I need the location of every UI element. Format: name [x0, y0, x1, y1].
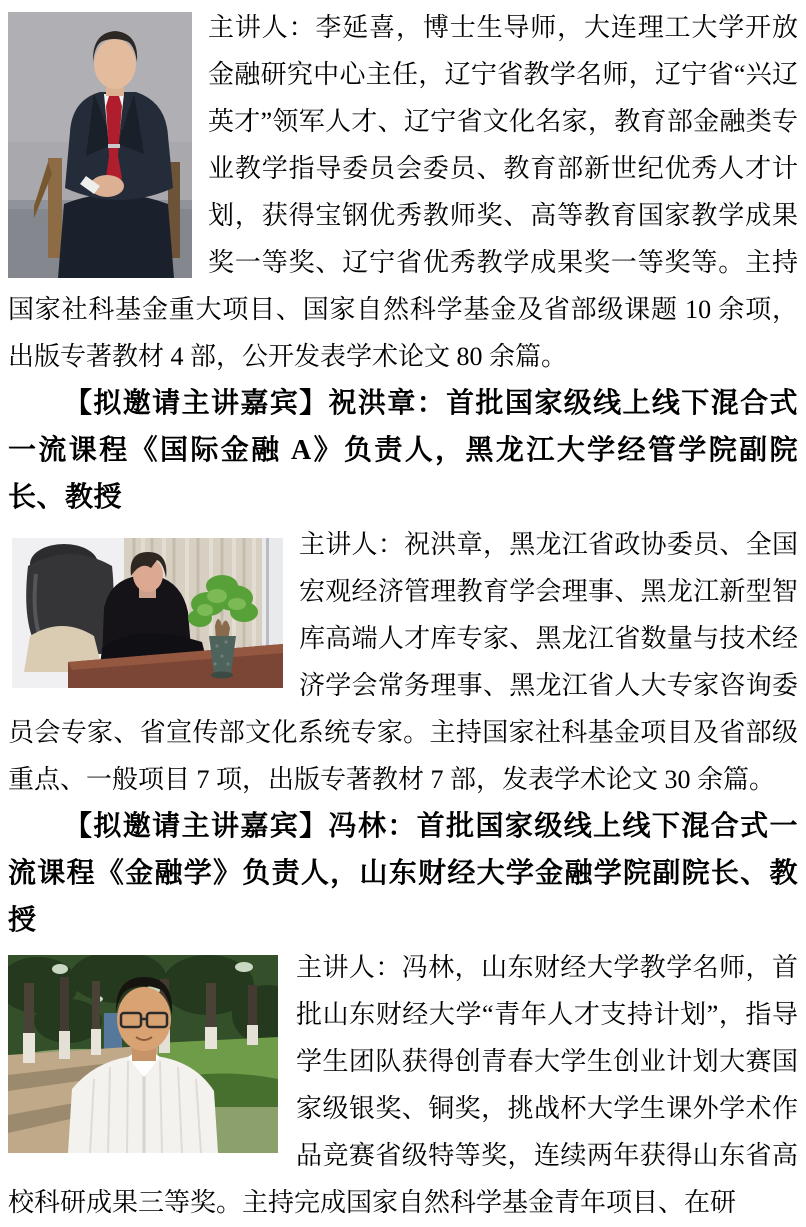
- zhu-hongzhang-heading: 【拟邀请主讲嘉宾】祝洪章：首批国家级线上线下混合式一流课程《国际金融 A》负责人，黑龙江大学经管学院副院长、教授: [8, 388, 798, 513]
- feng-lin-photo: [8, 955, 278, 1153]
- li-yanxi-bio-text: 主讲人：李延喜，博士生导师，大连理工大学开放金融研究中心主任，辽宁省教学名师，辽宁省“兴辽英才”领军人才、辽宁省文化名家，教育部金融类专业教学指导委员会委员、教育部新世纪优秀人才计划，获得宝钢优秀教师奖、高等教育国家教学成果奖一等奖、辽宁省优秀教学成果奖一等奖等。主持国家社科基金重大项目、国家自然科学基金及省部级课题 10 余项，出版专著教材 4 部，公开发表学术论文 80 余篇。: [8, 13, 798, 371]
- speaker-section-feng-lin: [8, 944, 798, 1226]
- feng-lin-photo-graphic: [8, 955, 278, 1153]
- feng-lin-heading: 【拟邀请主讲嘉宾】冯林：首批国家级线上线下混合式一流课程《金融学》负责人，山东财经大学金融学院副院长、教授: [8, 811, 798, 936]
- feng-lin-bio-text: 主讲人：冯林，山东财经大学教学名师，首批山东财经大学“青年人才支持计划”，指导学生团队获得创青春大学生创业计划大赛国家级银奖、铜奖，挑战杯大学生课外学术作品竞赛省级特等奖，连续两年获得山东省高校科研成果三等奖。主持完成国家自然科学基金青年项目、在研: [8, 953, 798, 1217]
- speaker-section-li-yanxi: [8, 4, 798, 380]
- zhu-hongzhang-photo: [12, 538, 283, 688]
- li-yanxi-photo-graphic: [8, 12, 192, 278]
- zhu-hongzhang-bio-text: 主讲人：祝洪章，黑龙江省政协委员、全国宏观经济管理教育学会理事、黑龙江新型智库高端人才库专家、黑龙江省数量与技术经济学会常务理事、黑龙江省人大专家咨询委员会专家、省宣传部文化系统专家。主持国家社科基金项目及省部级重点、一般项目 7 项，出版专著教材 7 部，发表学术论文 30 余篇。: [8, 530, 798, 794]
- speaker-section-zhu-hongzhang: [8, 521, 798, 803]
- li-yanxi-photo: [8, 12, 192, 278]
- zhu-hongzhang-photo-graphic: [12, 538, 283, 688]
